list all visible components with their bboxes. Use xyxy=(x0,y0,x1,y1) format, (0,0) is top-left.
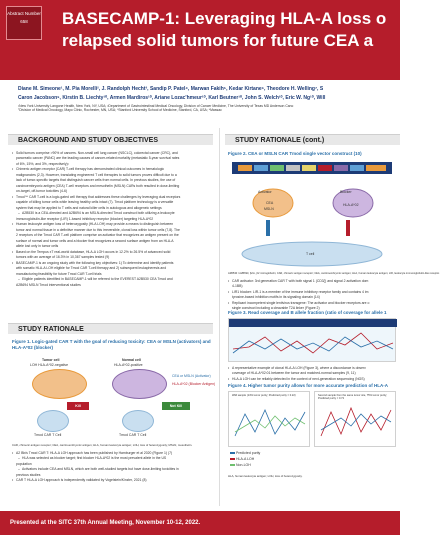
background-bullet-line: on-target, off-tumor toxicities (4-6) xyxy=(16,189,68,194)
section-background-title: BACKGROUND AND STUDY OBJECTIVES xyxy=(18,137,159,144)
loh-bullet-line: • A representative example of clonal HLA-A LOH (Figure 3), where a discordance is observ xyxy=(228,366,398,370)
background-bullet-line: system that may be applied to T cells and natural killer cells in autologous and allogeneic settings xyxy=(16,205,162,210)
legend-swatch-1 xyxy=(230,452,235,454)
rationale-bullet-line: – Activators include CEA and MSLN, which are both well-studied targets but have dose-limiting toxicities in xyxy=(12,467,214,471)
author-line-1: Diane M. Simeone¹, M. Pia Morelli², J. Randolph Hecht³, Sandip P. Patel⁴, Marwan Fakih⁵, Kedar Kirtane⁶, Theodore H. Welling⁷, S xyxy=(18,86,324,92)
rationale-bullet-line: population xyxy=(16,461,32,466)
background-bullet-line: tumor and normal tissue in a definitive manner due to this irreversible, clonal loss within tumor cells (7,8). The xyxy=(16,227,180,232)
background-bullet-line: • BASECAMP-1 is an ongoing study with the following key objectives: 1) To determine and identify patients xyxy=(12,261,214,265)
construct-bullet-line: • CAR activator: 3rd generation CAR T with both signal 1 (CD3ζ) and signal 2 activation dom xyxy=(228,279,398,283)
normal-cell-label: Normal cell xyxy=(122,358,141,362)
title-line-1: BASECAMP-1: Leveraging HLA-A loss o xyxy=(62,9,387,28)
not-kill-badge: Not Kill xyxy=(162,402,190,410)
poster-title xyxy=(62,8,400,52)
section-rationale-cont-title: STUDY RATIONALE (cont.) xyxy=(235,137,325,144)
construct-label-activator: Activator xyxy=(258,190,272,194)
rationale-bullet-line: previous studies xyxy=(16,472,41,477)
affiliation-line-2: ⁷Division of Medical Oncology, Mayo Clinic, Rochester, MN, USA; ⁸Stanford University School of Medicine, Stanford, CA, USA; ⁹Massac xyxy=(18,108,222,113)
poster-footer xyxy=(0,511,400,535)
construct-seg-3 xyxy=(270,165,284,171)
blocker-label: HLA-A*02 (Blocker Antigen) xyxy=(172,382,216,386)
construct-bullet-line: • LIR1 blocker: LIR-1 is a member of the immune inhibitory receptor family and contains 4 im xyxy=(228,290,398,294)
normal-cell xyxy=(112,369,167,399)
construct-bullet-line: single construct including a cleavable T2A linker (Figure 2) xyxy=(232,306,320,311)
figure-2-caption: A2B530 / A2B694; β2m, β2 microglobulin; CAR, chimeric antigen receptor; CEA, carcinoembryonic antigen; HLA, human leukocyte antigen; LIR, leukocyte immunoglobulin-like receptor. xyxy=(228,272,440,275)
construct-seg-7 xyxy=(334,165,348,171)
construct-seg-4 xyxy=(286,165,300,171)
figure-1-title: Figure 1. Logic-gated CAR T with the goal of reducing toxicity: CEA or MSLN (activators) and HLA-A*02 (blocker) xyxy=(12,339,211,350)
rationale-bullet-line: • A2 Bb/s Tmod CAR T: HLA-A LOH approach has been published by Hamburger et al 2020 (Figure 1) (7) xyxy=(12,451,214,455)
tmod-t-cell-1 xyxy=(37,410,69,432)
blocker-receptor xyxy=(346,220,350,236)
figure-4-left-svg xyxy=(229,392,311,448)
normal-cell-sublabel: HLA-A*02-positive xyxy=(114,363,143,367)
activator-receptor xyxy=(266,220,270,236)
figure-3-panel xyxy=(228,318,396,362)
background-bullet-line: surface of normal and tumor cells and a blocker that recognizes a second surface antigen from an HLA-A xyxy=(16,238,174,243)
tumor-cell xyxy=(32,369,87,399)
background-bullet-line: immunoglobulin-like receptor (LIR) 1-based inhibitory receptor (blocker) targeting HLA-A*02 xyxy=(16,216,154,221)
construct-bullet-line: tyrosine-based inhibition motifs in its signaling domain (14) xyxy=(232,295,320,300)
figure-4-panel-left xyxy=(228,391,310,447)
background-bullet-line: • Chimeric antigen receptor (CAR) T-cell therapy has demonstrated clinical outcomes in hematologic xyxy=(12,167,214,171)
figure-1-diagram xyxy=(12,352,214,440)
construct-seg-1 xyxy=(238,165,252,171)
legend-label-3: Non-LOH xyxy=(235,463,251,467)
construct-label-msln: MSLN xyxy=(264,207,274,211)
background-bullet-line: A2B694 MSLN Tmod interventional studies xyxy=(16,282,81,287)
tmod-t-cell-1-label: Tmod CAR T Cell xyxy=(34,433,62,437)
figure-4-panel-right xyxy=(314,391,396,447)
legend-item-3 xyxy=(230,463,251,467)
figure-1-caption: CAR, chimeric antigen receptor; CEA, carcinoembryonic antigen; HLA, human leukocyte antigen; LOH, loss of heterozygosity; MSLN, mesothelin. xyxy=(12,443,193,447)
rationale-bullet-line: – HLA was selected as blocker target; first blocker HLA-A*02 is the most prevalent allele in the US xyxy=(12,456,214,460)
loh-bullet-line: • HLA-A LOH can be reliably detected in the context of next-generation sequencing (NGS) xyxy=(228,377,398,381)
background-bullet-line: • Solid tumors comprise >90% of cancers. Non-small cell lung cancer (NSCLC), colorectal cancer (CRC), and xyxy=(12,151,214,155)
author-line-2: Caron Jacobson⁹, Kirstin B. Liechty¹⁰, Armen Mardiros¹⁰, Ariane Lozac'hmeur¹⁰, Karl Beutner¹⁰, John S. Welch¹⁰, Eric W. Ng¹⁰, Will xyxy=(18,95,326,102)
construct-seg-8 xyxy=(350,165,364,171)
figure-3-title: Figure 3. Read coverage and B allele fraction (ratio of coverage for allele 1 xyxy=(228,310,387,315)
construct-seg-9 xyxy=(366,165,386,171)
background-bullet-line: carcinoembryonic antigen (CEA) T-cell receptors and mesothelin (MSLN) CARs both resulted in dose-limiting xyxy=(16,183,180,188)
abstract-number-box xyxy=(6,6,42,40)
construct-seg-2 xyxy=(254,165,268,171)
background-bullet-line: allele lost only in tumor cells xyxy=(16,244,59,249)
background-bullet-line: • Tmod™ CAR T-cell is a logic-gated cell therapy that addresses these challenges by leveraging dual receptors xyxy=(12,195,214,199)
construct-seg-6 xyxy=(318,165,332,171)
loh-bullet-line: coverage of HLA-A*02:01 between the tumor and matched-normal samples (9, 11) xyxy=(232,371,356,376)
figure-3-svg xyxy=(229,319,397,363)
loh-bullets xyxy=(228,366,398,382)
figure-4-legend xyxy=(230,449,396,473)
affiliations xyxy=(18,104,400,113)
legend-item-1 xyxy=(230,451,260,455)
construct-seg-5 xyxy=(302,165,316,171)
section-rationale-cont-header xyxy=(225,134,400,145)
rationale-bullets xyxy=(12,451,214,484)
tumor-cell-sublabel: LOH HLA-A*02-negative xyxy=(30,363,69,367)
activator-label: CEA or MSLN (Activator) xyxy=(172,374,211,378)
background-bullet-line: – Eligible patients identified in BASECAMP-1 will be referred to the EVEREST A2B530 CEA Tmod and xyxy=(12,277,214,281)
background-bullet-line: pancreatic cancer (PANC) are the leading causes of cancer-related mortality (metastatic 5-year survival rates xyxy=(16,156,180,161)
construct-bullets xyxy=(228,279,398,312)
figure-4-left-caption: Wild sample (14% tumor purity; Predicted purity = 0.22) xyxy=(232,394,296,397)
figure-2-title: Figure 2. CEA or MSLN CAR Tmod single vector construct (10) xyxy=(228,151,362,156)
legend-item-2 xyxy=(230,457,254,461)
figure-2-construct xyxy=(228,158,396,270)
abstract-number: 658 xyxy=(20,19,28,24)
abstract-label: Abstract Number xyxy=(7,11,41,16)
background-bullet-line: – A2B530 is a CEA-directed and A2B694 is an MSLN-directed Tmod construct both utilizing a leukocyte xyxy=(12,211,214,215)
right-series-2 xyxy=(321,414,391,430)
figure-3-header-bar xyxy=(229,319,397,327)
legend-label-2: HLA-A LOH xyxy=(235,457,255,461)
column-divider xyxy=(219,128,220,506)
background-bullet-line: malignancies (2,3). However, translating engineered T cell therapies to solid tumors proves difficult due to a xyxy=(16,172,177,177)
section-background-header xyxy=(8,134,213,145)
background-bullet-line: • Based on the Tempus xT real-world database, HLA-A LOH occurs in 12.2% to 26.5% of advanced solid xyxy=(12,250,214,254)
kill-badge: Kill xyxy=(67,402,89,410)
section-rationale-header xyxy=(8,323,213,334)
background-bullet-line: 2 receptors of the Tmod CAR T-cell platform comprise an activator that recognizes an antigen present on the xyxy=(16,233,179,238)
affiliation-line-1: ¹New York University Langone Health, New York, NY, USA; ²Department of Gastrointestinal Medical Oncology, Division of Cancer Medicine, The University of Texas MD Anderson Canc xyxy=(18,104,294,108)
right-series-1 xyxy=(321,408,391,436)
construct-label-blocker: Blocker xyxy=(340,190,352,194)
background-bullet-line: lack of tumor-specific targets that distinguish cancer cells from normal cells. In previous studies, the use of xyxy=(16,178,176,183)
construct-label-tcell: T cell xyxy=(306,252,315,256)
poster-header xyxy=(0,0,400,80)
construct-bullet-line: 4-1BB) xyxy=(232,284,243,289)
construct-label-cea: CEA xyxy=(266,201,274,205)
title-line-2: relapsed solid tumors for future CEA a xyxy=(62,31,374,50)
legend-label-1: Predicted purity xyxy=(235,451,261,455)
background-bullet-line: • Human leukocyte antigen loss of heterozygosity (HLA LOH) may provide a means to distinguish between xyxy=(12,222,214,226)
tmod-t-cell-2-label: Tmod CAR T Cell xyxy=(119,433,147,437)
tmod-t-cell-2 xyxy=(122,410,154,432)
figure-4-title: Figure 4. Higher tumor purity allows for more accurate prediction of HLA-A xyxy=(228,383,389,388)
left-series-1 xyxy=(235,410,305,436)
rationale-bullet-line: • CAR T HLA-A LOH approach is independently validated by Vogelstein/Kinzler, 2021 (8) xyxy=(12,478,214,482)
figure-4-right-caption: Second sample from the same tumor site, 75% tumor purity; Predicted purity = 0.72 xyxy=(318,394,388,401)
footer-text: Presented at the SITC 37th Annual Meeting, November 10-12, 2022. xyxy=(10,520,201,526)
tumor-cell-label: Tumor cell xyxy=(42,358,60,362)
background-bullet-line: tumors with an average of 16.3% in 10,367 samples tested (9) xyxy=(16,255,110,260)
background-bullet-line: with somatic HLA-A LOH eligible for Tmod CAR T-cell therapy and 2) subsequent leukapheresis and xyxy=(16,266,167,271)
legend-swatch-3 xyxy=(230,464,235,466)
construct-bullet-line: • Replicant incompetent single lentivirus transgene: The activator and blocker receptors are o xyxy=(228,301,398,305)
background-bullet-line: capable of killing tumor cells while leaving healthy cells intact (7). Tmod platform technology is a versatile xyxy=(16,200,174,205)
section-rationale-title: STUDY RATIONALE xyxy=(18,326,84,333)
background-bullet-line: of 6%, 15%, and 3%, respectively)¹ xyxy=(16,161,69,166)
construct-label-hla: HLA-A*02 xyxy=(343,203,359,207)
background-bullets xyxy=(12,151,214,288)
legend-swatch-2 xyxy=(230,458,235,460)
coverage-line-normal xyxy=(233,337,393,353)
background-bullet-line: manufacturing feasibility for future Tmod CAR T-cell trials xyxy=(16,271,102,276)
figure-4-caption: HLA, human leukocyte antigen; LOH, loss of heterozygosity. xyxy=(228,474,303,478)
